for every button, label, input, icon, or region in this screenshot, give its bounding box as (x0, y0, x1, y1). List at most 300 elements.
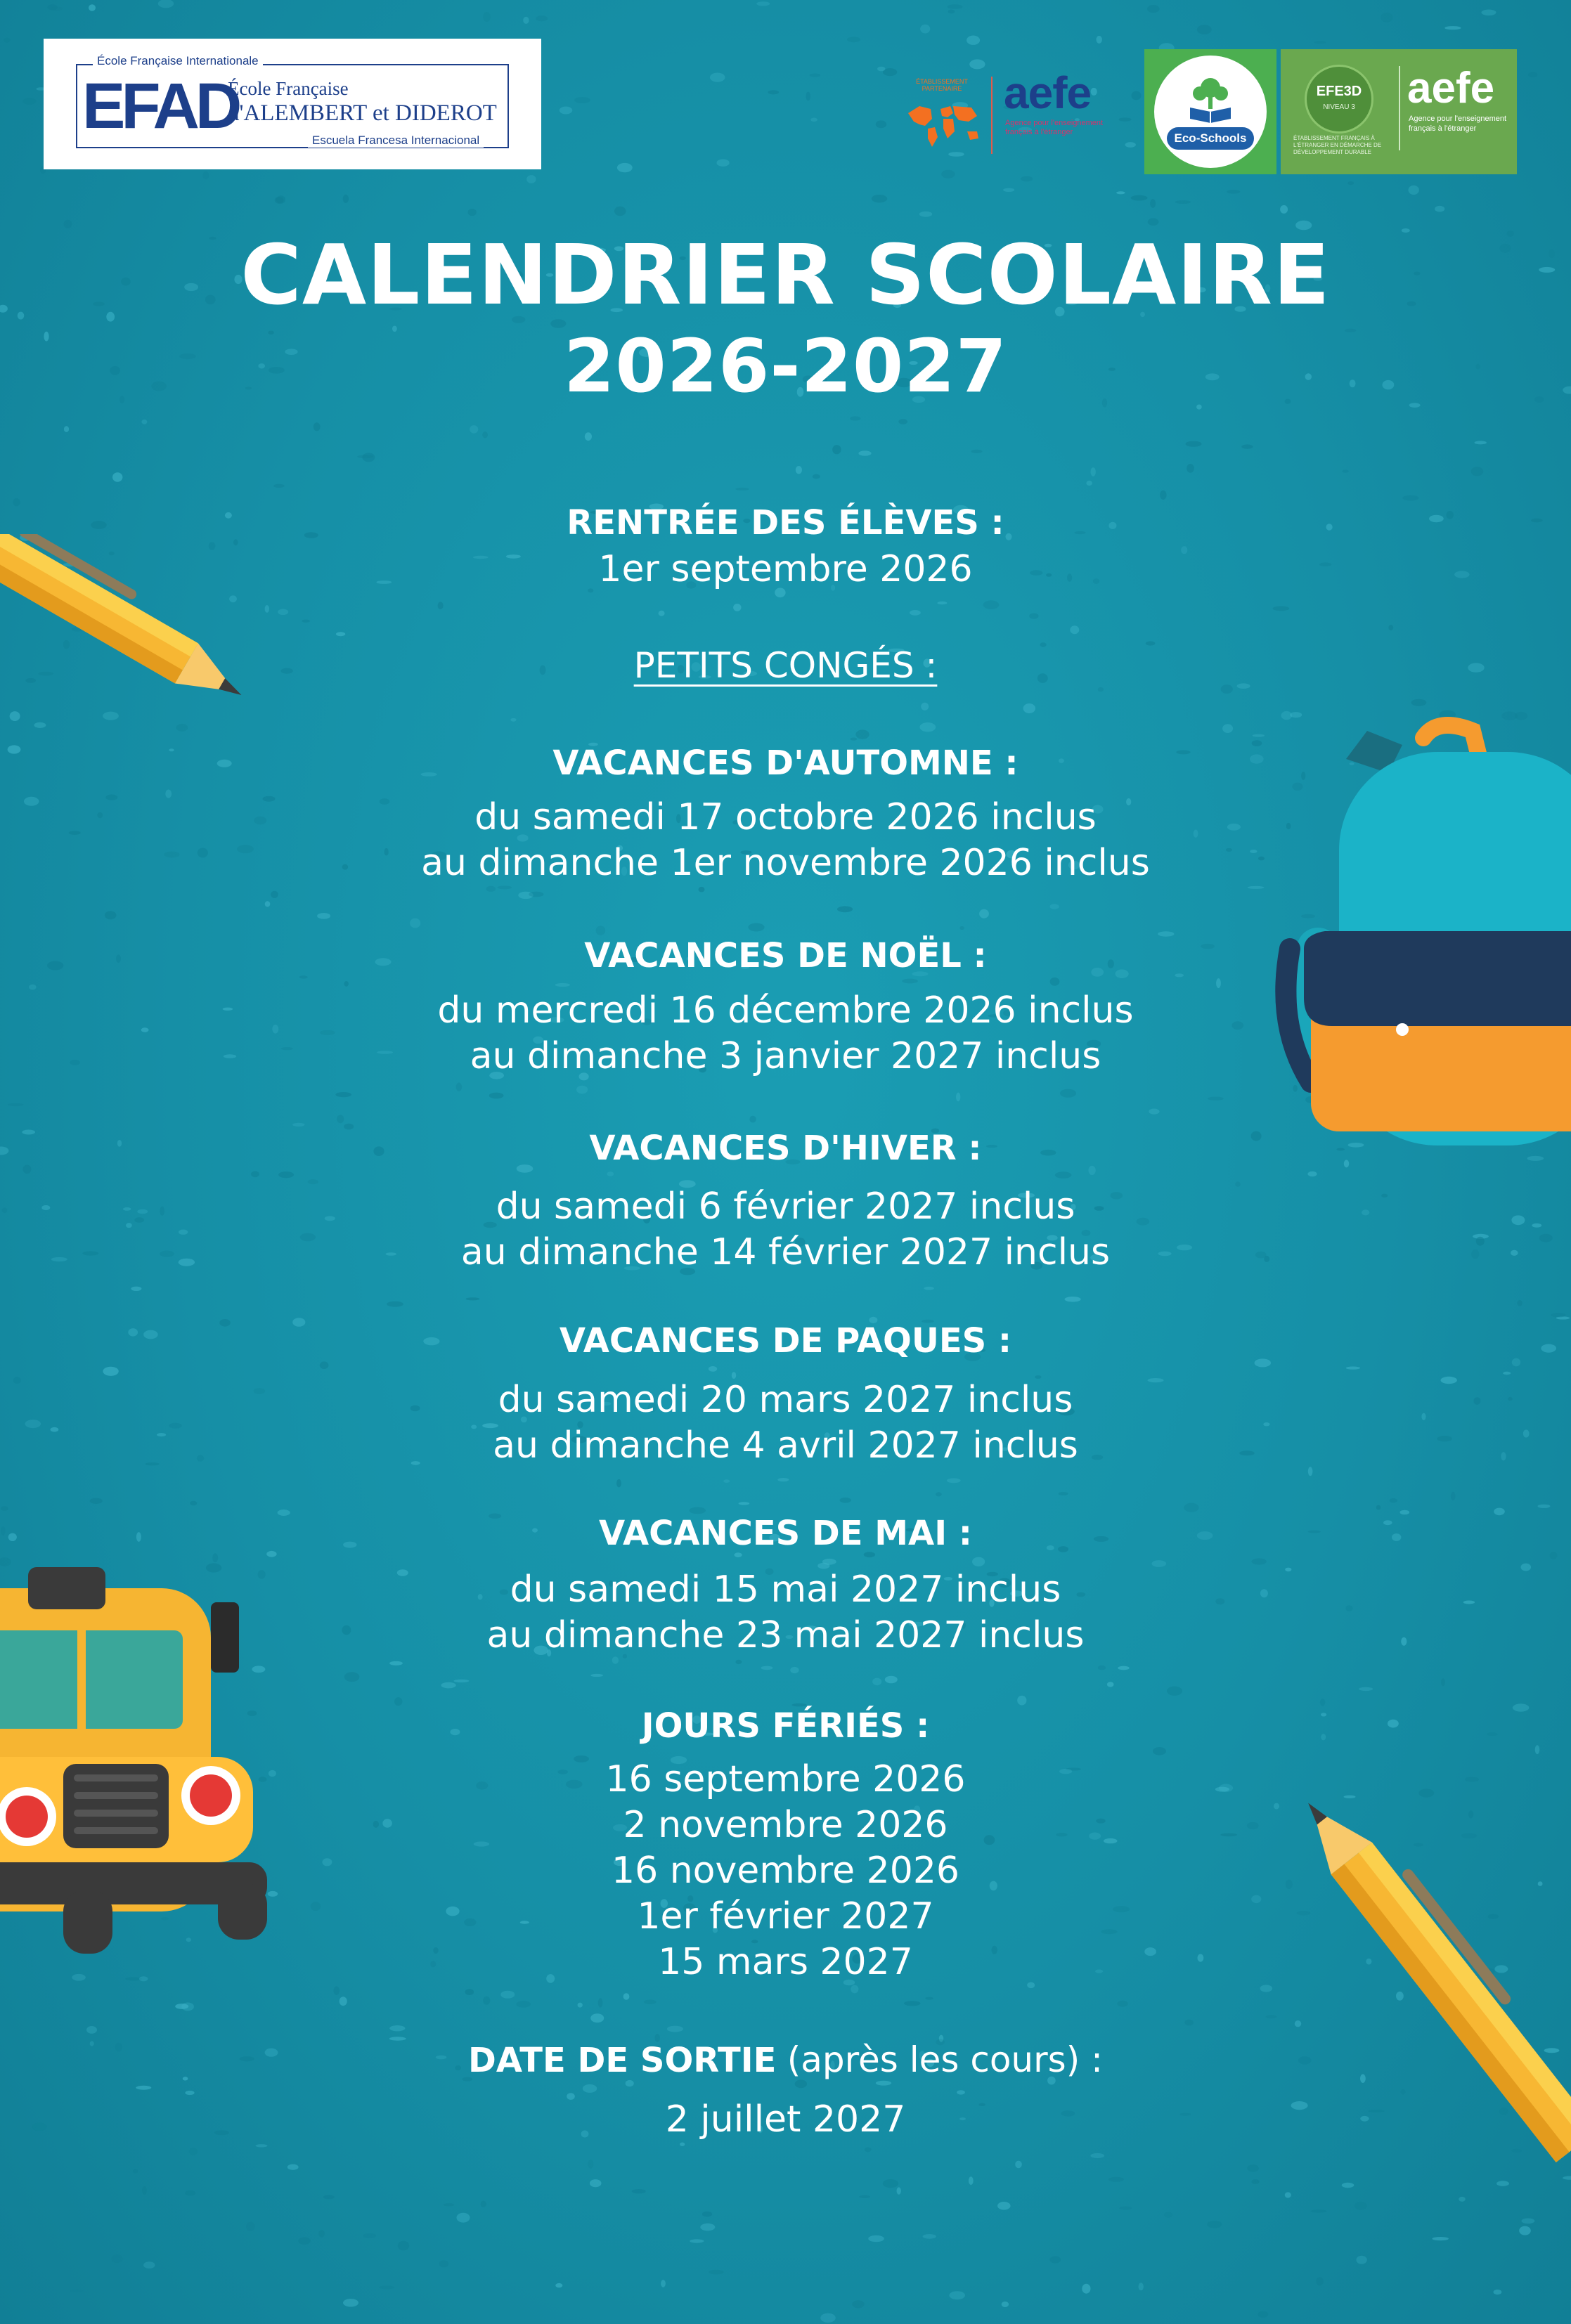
texture-speck (299, 975, 308, 978)
texture-speck (1150, 199, 1156, 208)
texture-speck (806, 92, 810, 101)
texture-speck (735, 1660, 742, 1664)
efad-logo-line2: d'ALEMBERT et DIDEROT (228, 100, 497, 126)
texture-speck (103, 1367, 118, 1376)
texture-speck (872, 195, 887, 202)
texture-speck (181, 2002, 194, 2011)
texture-speck (1316, 2277, 1323, 2285)
texture-speck (1273, 606, 1290, 611)
texture-speck (1082, 2284, 1090, 2294)
texture-speck (1482, 9, 1496, 15)
jour-ferie-date: 16 septembre 2026 (605, 1758, 966, 1800)
texture-speck (523, 17, 529, 24)
texture-speck (1494, 2290, 1502, 2294)
vacances-line: du samedi 15 mai 2027 inclus (510, 1569, 1061, 1611)
texture-speck (441, 1682, 456, 1689)
texture-speck (1050, 978, 1060, 986)
texture-speck (64, 426, 69, 432)
texture-speck (1021, 176, 1033, 182)
texture-speck (810, 73, 821, 77)
texture-speck (1139, 2283, 1144, 2290)
vacances-heading: VACANCES D'HIVER : (589, 1129, 982, 1168)
texture-speck (1471, 467, 1484, 476)
texture-speck (925, 1997, 933, 2000)
texture-speck (632, 2189, 646, 2193)
texture-speck (948, 4, 963, 9)
texture-speck (872, 1678, 881, 1686)
jour-ferie-date: 15 mars 2027 (658, 1941, 913, 1983)
texture-speck (607, 1171, 614, 1176)
texture-speck (972, 1557, 985, 1566)
texture-speck (1197, 25, 1212, 34)
texture-speck (1307, 1171, 1317, 1176)
texture-speck (948, 10, 955, 14)
texture-speck (1002, 2302, 1009, 2307)
texture-speck (966, 36, 980, 45)
texture-speck (343, 2299, 358, 2306)
sortie-date: 2 juillet 2027 (665, 2098, 906, 2141)
texture-speck (761, 1666, 773, 1670)
texture-speck (398, 2241, 409, 2251)
texture-speck (486, 886, 496, 892)
texture-speck (1444, 26, 1461, 30)
texture-speck (919, 212, 932, 217)
texture-speck (910, 610, 921, 616)
texture-speck (1164, 2212, 1172, 2218)
texture-speck (308, 1179, 318, 1184)
texture-speck (131, 1287, 141, 1291)
texture-speck (1247, 2164, 1258, 2172)
texture-speck (723, 1479, 730, 1483)
texture-speck (1049, 2256, 1061, 2263)
jour-ferie-date: 2 novembre 2026 (623, 1804, 948, 1846)
texture-speck (1091, 467, 1096, 476)
texture-speck (710, 73, 725, 82)
texture-speck (876, 2081, 891, 2086)
pencil-icon (1265, 1715, 1571, 2179)
texture-speck (516, 2001, 531, 2008)
texture-speck (1149, 1109, 1159, 1115)
page-subtitle-years: 2026-2027 (563, 323, 1008, 409)
texture-speck (1029, 613, 1038, 618)
texture-speck (292, 1123, 304, 1127)
texture-speck (795, 2079, 807, 2088)
texture-speck (143, 2261, 155, 2268)
texture-speck (457, 2213, 470, 2223)
jour-ferie-date: 1er février 2027 (637, 1895, 934, 1937)
texture-speck (555, 983, 570, 987)
texture-speck (337, 1115, 344, 1123)
texture-speck (1184, 2020, 1194, 2026)
texture-speck (1390, 1498, 1397, 1503)
texture-speck (959, 926, 964, 930)
texture-speck (598, 1998, 603, 2007)
texture-speck (336, 632, 345, 636)
texture-speck (877, 67, 885, 72)
vacances-line: au dimanche 3 janvier 2027 inclus (470, 1035, 1101, 1077)
texture-speck (1475, 441, 1487, 444)
texture-speck (897, 2187, 901, 2194)
aefe-partner-logo (900, 67, 1125, 162)
texture-speck (529, 892, 543, 897)
texture-speck (1119, 2207, 1132, 2210)
texture-speck (1409, 186, 1419, 195)
texture-speck (865, 2148, 872, 2153)
texture-speck (1402, 495, 1418, 501)
texture-speck (317, 913, 330, 919)
texture-speck (1208, 1097, 1224, 1101)
texture-speck (1285, 2192, 1291, 2198)
texture-speck (1241, 444, 1253, 448)
texture-speck (287, 2164, 299, 2170)
texture-speck (4, 38, 10, 43)
texture-speck (1528, 72, 1537, 77)
vacances-heading: VACANCES D'AUTOMNE : (552, 744, 1019, 783)
texture-speck (837, 906, 853, 912)
texture-speck (1108, 2177, 1124, 2182)
texture-speck (141, 420, 147, 424)
texture-speck (344, 981, 349, 987)
texture-speck (468, 209, 477, 216)
texture-speck (858, 450, 871, 456)
texture-speck (937, 602, 947, 604)
texture-speck (832, 445, 841, 454)
vacances-line: au dimanche 14 février 2027 inclus (460, 1231, 1111, 1273)
texture-speck (921, 703, 929, 710)
texture-speck (1433, 2237, 1449, 2240)
texture-speck (790, 1667, 799, 1673)
texture-speck (735, 1552, 742, 1557)
texture-speck (813, 474, 820, 479)
texture-speck (1023, 703, 1035, 713)
texture-speck (465, 1989, 474, 1995)
texture-speck (596, 926, 606, 935)
texture-speck (536, 15, 548, 21)
texture-speck (1167, 1687, 1182, 1696)
texture-speck (1320, 1699, 1325, 1706)
texture-speck (1131, 195, 1148, 201)
texture-speck (298, 2237, 311, 2245)
texture-speck (483, 12, 491, 22)
texture-speck (969, 2176, 974, 2185)
texture-speck (590, 1674, 603, 1677)
efad-logo-acronym: EFAD (82, 70, 238, 142)
texture-speck (971, 450, 982, 453)
texture-speck (1153, 1747, 1166, 1755)
texture-speck (1308, 1467, 1313, 1476)
texture-speck (1347, 181, 1354, 185)
texture-speck (748, 923, 764, 932)
texture-speck (585, 432, 592, 441)
texture-speck (1441, 1678, 1445, 1686)
texture-speck (983, 600, 1000, 609)
texture-speck (690, 1507, 706, 1514)
texture-speck (453, 1680, 469, 1682)
texture-speck (500, 1991, 515, 1999)
texture-speck (1503, 1372, 1511, 1375)
texture-speck (739, 1502, 750, 1505)
texture-speck (700, 2224, 715, 2231)
texture-speck (555, 2283, 562, 2287)
efe3d-badge (1305, 65, 1373, 134)
texture-speck (136, 2086, 151, 2090)
texture-speck (1132, 91, 1142, 100)
texture-speck (70, 2290, 84, 2292)
efe3d-caption: ÉTABLISSEMENT FRANÇAIS À L'ÉTRANGER EN DÉMARCHE DE DÉVELOPPEMENT DURABLE (1293, 135, 1382, 155)
texture-speck (847, 37, 860, 42)
texture-speck (133, 2169, 138, 2173)
texture-speck (51, 6, 63, 11)
texture-speck (623, 1993, 630, 1999)
efad-logo-line1: École Française (228, 78, 349, 99)
vacances-line: au dimanche 23 mai 2027 inclus (486, 1614, 1085, 1656)
texture-speck (1065, 1297, 1081, 1302)
texture-speck (202, 171, 209, 180)
texture-speck (1346, 1367, 1360, 1370)
texture-speck (340, 1997, 347, 2006)
texture-speck (1118, 1666, 1129, 1670)
texture-speck (560, 107, 573, 115)
texture-speck (1451, 1492, 1456, 1500)
texture-speck (1251, 2179, 1259, 2184)
eco-schools-label: Eco-Schools (1167, 127, 1254, 150)
texture-speck (1003, 188, 1014, 192)
aefe-partner-wordmark: aefe (1004, 67, 1092, 118)
texture-speck (749, 1116, 756, 1123)
efe3d-divider (1399, 66, 1400, 150)
texture-speck (936, 1492, 942, 1496)
rentree-heading: RENTRÉE DES ÉLÈVES : (567, 503, 1004, 543)
texture-speck (1148, 218, 1159, 226)
texture-speck (389, 1661, 403, 1666)
texture-speck (526, 175, 536, 183)
texture-speck (498, 885, 512, 889)
texture-speck (859, 2195, 870, 2198)
efe3d-badge-level: NIVEAU 3 (1323, 103, 1355, 111)
texture-speck (614, 207, 626, 216)
texture-speck (1280, 205, 1288, 214)
texture-speck (1125, 142, 1136, 148)
texture-speck (851, 1985, 858, 1994)
texture-speck (318, 2230, 325, 2237)
world-map-icon (904, 100, 983, 150)
texture-speck (86, 2026, 97, 2034)
texture-speck (1017, 1696, 1026, 1706)
texture-speck (1435, 206, 1444, 212)
texture-speck (275, 197, 284, 203)
texture-speck (410, 918, 420, 928)
efad-logo-bottom-text: Escuela Francesa Internacional (308, 134, 484, 148)
texture-speck (590, 2179, 602, 2187)
texture-speck (89, 4, 96, 11)
texture-speck (588, 2160, 593, 2168)
texture-speck (923, 2234, 936, 2239)
texture-speck (1160, 491, 1167, 500)
texture-speck (185, 2091, 194, 2095)
texture-speck (105, 911, 117, 919)
texture-speck (1184, 1503, 1198, 1512)
texture-speck (644, 1999, 657, 2004)
texture-speck (576, 1086, 588, 1094)
efe3d-aefe-wordmark: aefe (1407, 64, 1495, 112)
texture-speck (796, 466, 802, 474)
pencil-icon (0, 534, 295, 759)
texture-speck (709, 2270, 724, 2275)
texture-speck (717, 160, 730, 167)
jours-feries-heading: JOURS FÉRIÉS : (641, 1706, 930, 1746)
texture-speck (189, 2148, 198, 2155)
texture-speck (997, 2202, 1011, 2210)
texture-speck (1258, 2311, 1268, 2318)
texture-speck (1519, 2226, 1531, 2235)
texture-speck (661, 2280, 666, 2287)
aefe-partner-subcaption: Agence pour l'enseignement français à l'étranger (1005, 119, 1104, 136)
texture-speck (438, 602, 444, 609)
texture-speck (90, 1498, 103, 1504)
texture-speck (158, 0, 174, 8)
texture-speck (616, 1479, 621, 1488)
rentree-date: 1er septembre 2026 (598, 548, 973, 590)
texture-speck (273, 484, 285, 488)
vacances-line: au dimanche 4 avril 2027 inclus (493, 1424, 1078, 1467)
texture-speck (1097, 36, 1102, 44)
vacances-line: au dimanche 1er novembre 2026 inclus (421, 842, 1150, 884)
texture-speck (1222, 724, 1233, 733)
texture-speck (483, 1997, 490, 2005)
texture-speck (8, 1103, 24, 1106)
texture-speck (583, 2084, 597, 2093)
texture-speck (22, 98, 36, 105)
efad-logo-top-text: École Française Internationale (93, 54, 263, 68)
texture-speck (363, 2233, 376, 2238)
texture-speck (840, 1498, 851, 1503)
texture-speck (1314, 41, 1326, 44)
texture-speck (1227, 190, 1240, 194)
texture-speck (1311, 2209, 1327, 2212)
texture-speck (185, 2190, 195, 2195)
texture-speck (320, 1361, 329, 1369)
texture-speck (699, 887, 705, 892)
texture-speck (898, 419, 907, 424)
texture-speck (820, 2313, 836, 2323)
texture-speck (1517, 1300, 1522, 1306)
texture-speck (756, 1, 770, 6)
texture-speck (1098, 1666, 1106, 1670)
efe3d-aefe-logo (1281, 49, 1517, 174)
texture-speck (251, 1171, 259, 1177)
vacances-line: du mercredi 16 décembre 2026 inclus (437, 989, 1134, 1032)
efe3d-badge-label: EFE3D (1316, 84, 1362, 99)
texture-speck (1070, 625, 1079, 634)
texture-speck (574, 97, 590, 103)
texture-speck (142, 2186, 147, 2195)
texture-speck (1050, 904, 1059, 909)
texture-speck (885, 1676, 898, 1684)
texture-speck (851, 738, 858, 741)
texture-speck (1551, 1313, 1566, 1317)
aefe-partner-divider (991, 77, 993, 154)
backpack-icon (1262, 717, 1571, 1160)
texture-speck (850, 416, 860, 420)
texture-speck (883, 2179, 898, 2188)
texture-speck (1411, 699, 1427, 706)
texture-speck (439, 2260, 449, 2267)
jour-ferie-date: 16 novembre 2026 (612, 1850, 959, 1892)
texture-speck (617, 163, 633, 172)
texture-speck (1098, 687, 1104, 692)
texture-speck (709, 1366, 717, 1372)
texture-speck (1107, 1682, 1114, 1687)
texture-speck (768, 90, 779, 94)
texture-speck (732, 1372, 736, 1379)
texture-speck (389, 2025, 405, 2031)
vacances-heading: VACANCES DE NOËL : (584, 936, 987, 975)
sortie-heading: DATE DE SORTIE (468, 2041, 777, 2080)
texture-speck (1356, 2256, 1366, 2264)
texture-speck (1388, 625, 1393, 630)
texture-speck (852, 2300, 864, 2308)
texture-speck (1015, 2161, 1022, 2169)
aefe-partner-caption: ÉTABLISSEMENT PARTENAIRE (916, 78, 968, 92)
texture-speck (777, 1478, 789, 1481)
texture-speck (947, 1478, 961, 1483)
texture-speck (1459, 2197, 1466, 2202)
petits-conges-heading: PETITS CONGÉS : (633, 645, 938, 686)
texture-speck (256, 2144, 268, 2147)
texture-speck (876, 120, 887, 128)
texture-speck (444, 2203, 455, 2206)
texture-speck (1207, 2221, 1222, 2228)
texture-speck (387, 1301, 403, 1307)
texture-speck (1538, 1505, 1551, 1508)
texture-speck (1221, 684, 1233, 694)
texture-speck (510, 718, 516, 722)
texture-speck (956, 1093, 960, 1102)
texture-speck (1343, 469, 1349, 472)
texture-speck (735, 488, 749, 491)
texture-speck (1, 1506, 8, 1511)
texture-speck (659, 611, 665, 616)
texture-speck (941, 170, 955, 178)
texture-speck (979, 909, 989, 918)
texture-speck (481, 2201, 486, 2207)
texture-speck (810, 118, 817, 122)
texture-speck (112, 472, 122, 482)
texture-speck (278, 1171, 294, 1178)
texture-speck (357, 455, 373, 458)
efe3d-aefe-subcaption: Agence pour l'enseignement français à l'étranger (1409, 115, 1507, 133)
texture-speck (335, 1092, 351, 1097)
texture-speck (1116, 191, 1125, 194)
texture-speck (822, 1559, 836, 1565)
eco-schools-badge (1154, 56, 1267, 168)
texture-speck (919, 722, 936, 732)
texture-speck (702, 2212, 712, 2217)
texture-speck (334, 1986, 340, 1995)
texture-speck (1175, 200, 1191, 204)
texture-speck (1187, 464, 1194, 473)
texture-speck (612, 1656, 619, 1664)
texture-speck (920, 25, 930, 34)
texture-speck (190, 1501, 197, 1506)
vacances-heading: VACANCES DE MAI : (599, 1514, 972, 1553)
texture-speck (957, 2090, 965, 2094)
texture-speck (1522, 2219, 1535, 2224)
texture-speck (246, 2222, 255, 2231)
vacances-heading: VACANCES DE PAQUES : (559, 1321, 1012, 1361)
texture-speck (667, 2026, 683, 2032)
texture-speck (855, 729, 869, 739)
